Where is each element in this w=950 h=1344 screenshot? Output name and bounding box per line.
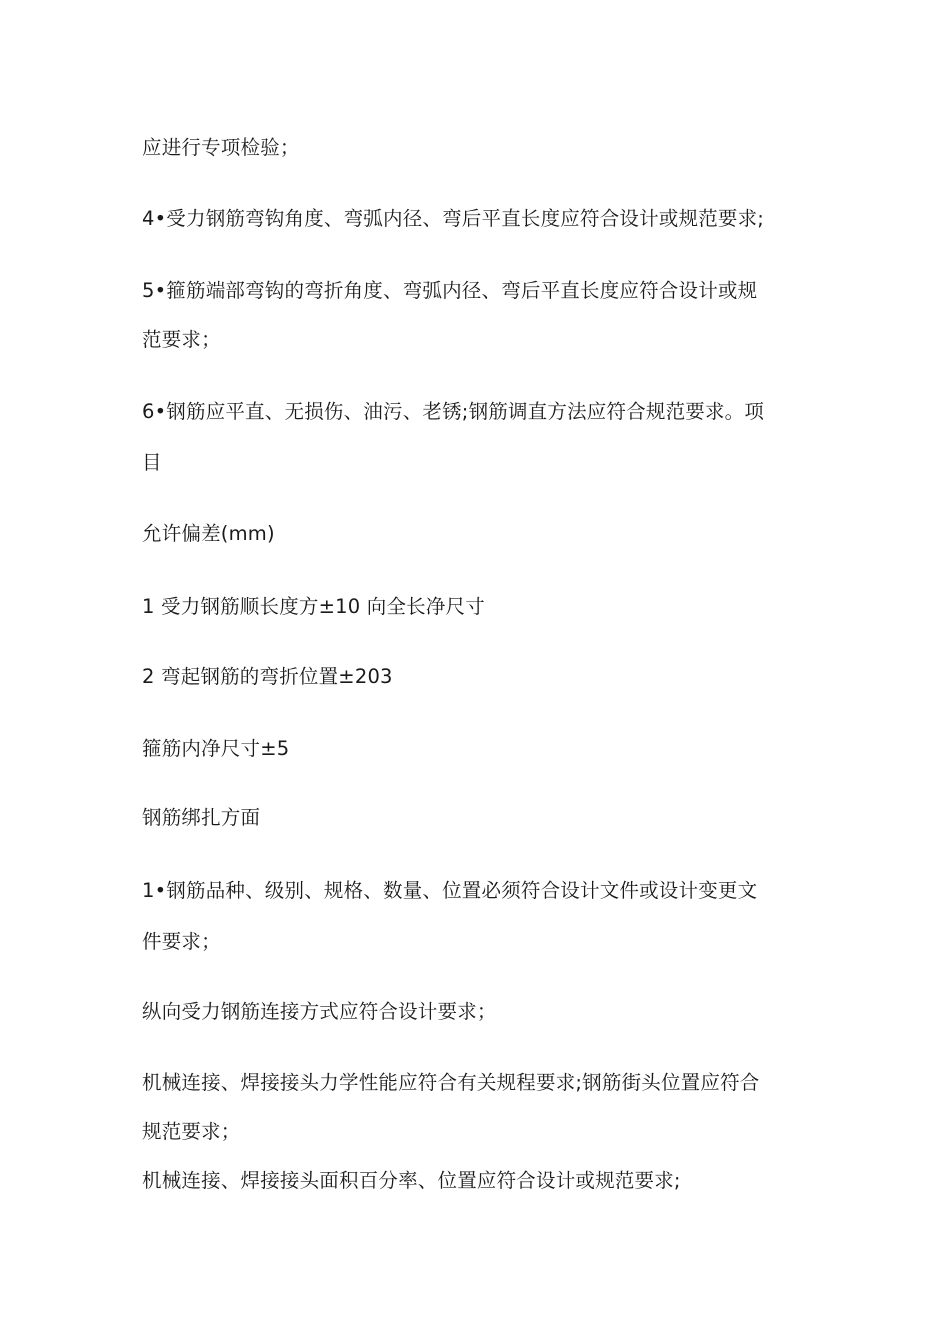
- section-heading: 钢筋绑扎方面: [142, 806, 261, 829]
- text-line: 允许偏差(mm): [142, 522, 275, 545]
- text-line: 2 弯起钢筋的弯折位置±203: [142, 665, 393, 688]
- text-line: 规范要求；: [142, 1120, 241, 1143]
- text-line: 纵向受力钢筋连接方式应符合设计要求；: [142, 1000, 497, 1023]
- text-line: 箍筋内净尺寸±5: [142, 737, 290, 760]
- text-line: 件要求；: [142, 930, 221, 953]
- text-line: 机械连接、焊接接头力学性能应符合有关规程要求;钢筋街头位置应符合: [142, 1071, 760, 1094]
- text-line: 6•钢筋应平直、无损伤、油污、老锈;钢筋调直方法应符合规范要求。项: [142, 400, 765, 423]
- text-line: 应进行专项检验；: [142, 136, 300, 159]
- text-line: 5•箍筋端部弯钩的弯折角度、弯弧内径、弯后平直长度应符合设计或规: [142, 279, 758, 302]
- text-line: 范要求；: [142, 328, 221, 351]
- text-line: 目: [142, 451, 162, 474]
- text-line: 1 受力钢筋顺长度方±10 向全长净尺寸: [142, 595, 485, 618]
- text-line: 1•钢筋品种、级别、规格、数量、位置必须符合设计文件或设计变更文: [142, 879, 758, 902]
- text-line: 机械连接、焊接接头面积百分率、位置应符合设计或规范要求;: [142, 1169, 681, 1192]
- text-line: 4•受力钢筋弯钩角度、弯弧内径、弯后平直长度应符合设计或规范要求;: [142, 207, 765, 230]
